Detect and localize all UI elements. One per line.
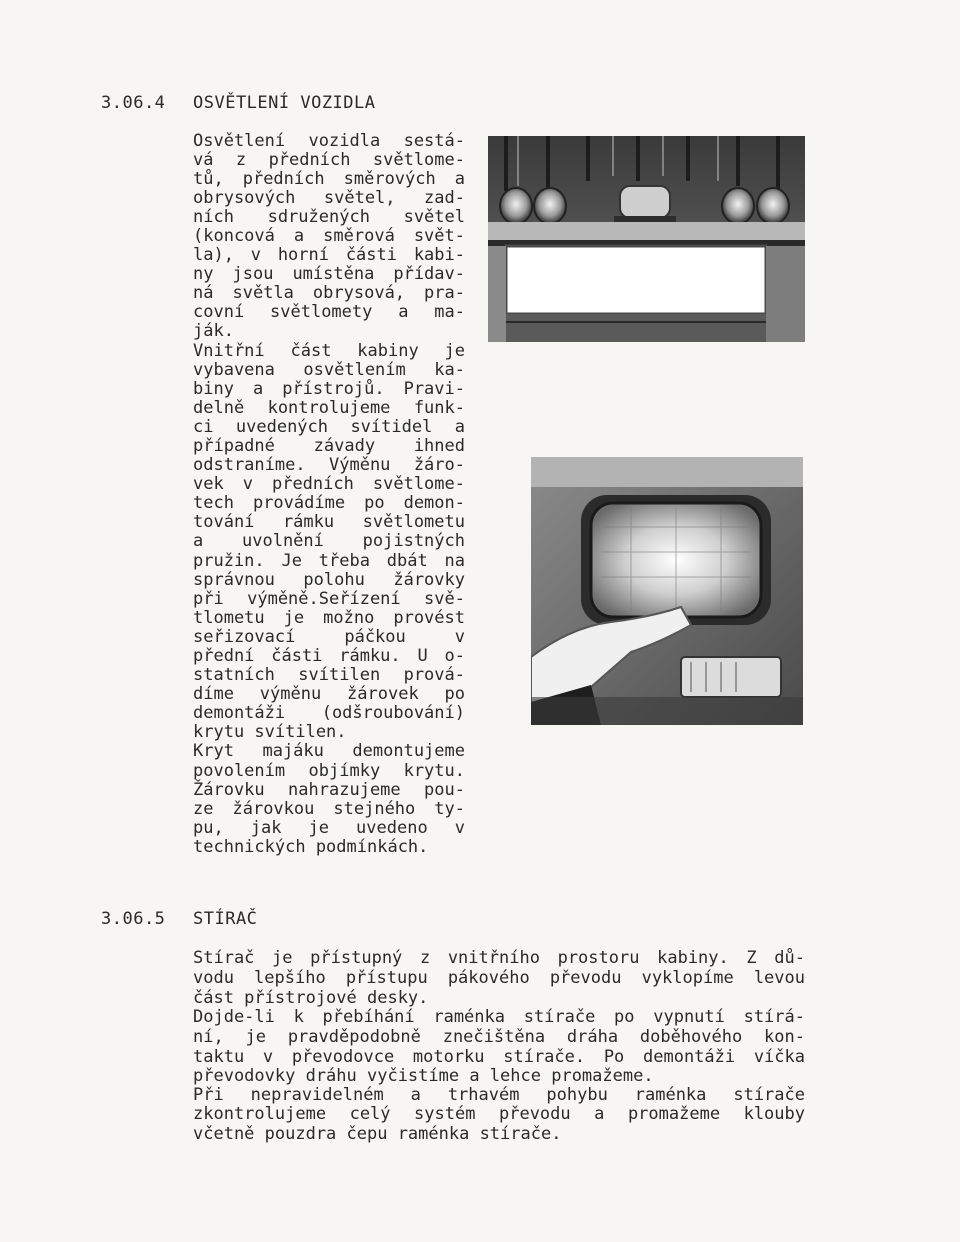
text-line: vybavena osvětlením ka- — [193, 360, 465, 380]
text-line: tech provádíme po demon- — [193, 493, 465, 513]
text-line: část přístrojové desky. — [193, 988, 429, 1008]
text-line: statních svítilen prová- — [193, 665, 465, 685]
text-line: Vnitřní část kabiny je — [193, 341, 465, 361]
text-line: (koncová a směrová svět- — [193, 226, 465, 246]
text-line: ze žárovkou stejného ty- — [193, 799, 465, 819]
text-line: obrysových světel, zad- — [193, 188, 465, 208]
text-line: ci uvedených svítidel a — [193, 417, 465, 437]
text-line: Osvětlení vozidla sestá- — [193, 131, 465, 151]
text-line: zkontrolujeme celý systém převodu a promažeme klouby — [193, 1104, 805, 1124]
text-line: případné závady ihned — [193, 436, 465, 456]
text-line: Kryt majáku demontujeme — [193, 741, 465, 761]
headlamp-illustration — [531, 457, 803, 725]
text-line: pružin. Je třeba dbát na — [193, 551, 465, 571]
text-line: delně kontrolujeme funk- — [193, 398, 465, 418]
text-line: převodovky dráhu vyčistíme a lehce promažeme. — [193, 1066, 654, 1086]
text-line: tů, předních směrových a — [193, 169, 465, 189]
text-line: seřizovací páčkou v — [193, 627, 465, 647]
text-line: ják. — [193, 321, 234, 341]
text-line: Stírač je přístupný z vnitřního prostoru kabiny. Z dů- — [193, 948, 805, 968]
text-line: tování rámku světlometu — [193, 512, 465, 532]
text-line: odstraníme. Výměnu žáro- — [193, 455, 465, 475]
text-line: demontáži (odšroubování) — [193, 703, 465, 723]
section-title-lighting: OSVĚTLENÍ VOZIDLA — [193, 93, 376, 113]
text-line: covní světlomety a ma- — [193, 302, 465, 322]
section-title-wiper: STÍRAČ — [193, 909, 258, 929]
text-line: povolením objímky krytu. — [193, 761, 465, 781]
headlamp-photo — [531, 457, 803, 725]
text-line: správnou polohu žárovky — [193, 570, 465, 590]
section-number-lighting: 3.06.4 — [101, 93, 166, 113]
text-line: vek v předních světlome- — [193, 474, 465, 494]
text-line: Žárovku nahrazujeme pou- — [193, 780, 465, 800]
text-line: pu, jak je uvedeno v — [193, 818, 465, 838]
text-line: přední části rámku. U o- — [193, 646, 465, 666]
text-line: a uvolnění pojistných — [193, 531, 465, 551]
cab-roof-lights-photo — [488, 136, 805, 342]
text-line: tlometu je možno provést — [193, 608, 465, 628]
section-number-wiper: 3.06.5 — [101, 909, 166, 929]
text-line: ní, je pravděpodobně znečištěna dráha doběhového kon- — [193, 1027, 805, 1047]
text-line: vodu lepšího přístupu pákového převodu vyklopíme levou — [193, 968, 805, 988]
text-line: technických podmínkách. — [193, 837, 429, 857]
text-line: ních sdružených světel — [193, 207, 465, 227]
text-line: Při nepravidelném a trhavém pohybu raménka stírače — [193, 1085, 805, 1105]
text-line: biny a přístrojů. Pravi- — [193, 379, 465, 399]
text-line: Dojde-li k přebíhání raménka stírače po vypnutí stírá- — [193, 1007, 805, 1027]
cab-roof-lights-illustration — [488, 136, 805, 342]
text-line: ná světla obrysová, pra- — [193, 283, 465, 303]
text-line: včetně pouzdra čepu raménka stírače. — [193, 1124, 562, 1144]
text-line: vá z předních světlome- — [193, 150, 465, 170]
text-line: díme výměnu žárovek po — [193, 684, 465, 704]
text-line: ny jsou umístěna přídav- — [193, 264, 465, 284]
text-line: la), v horní části kabi- — [193, 245, 465, 265]
text-line: krytu svítilen. — [193, 722, 347, 742]
text-line: taktu v převodovce motorku stírače. Po demontáži víčka — [193, 1047, 805, 1067]
text-line: při výměně.Seřízení svě- — [193, 589, 465, 609]
